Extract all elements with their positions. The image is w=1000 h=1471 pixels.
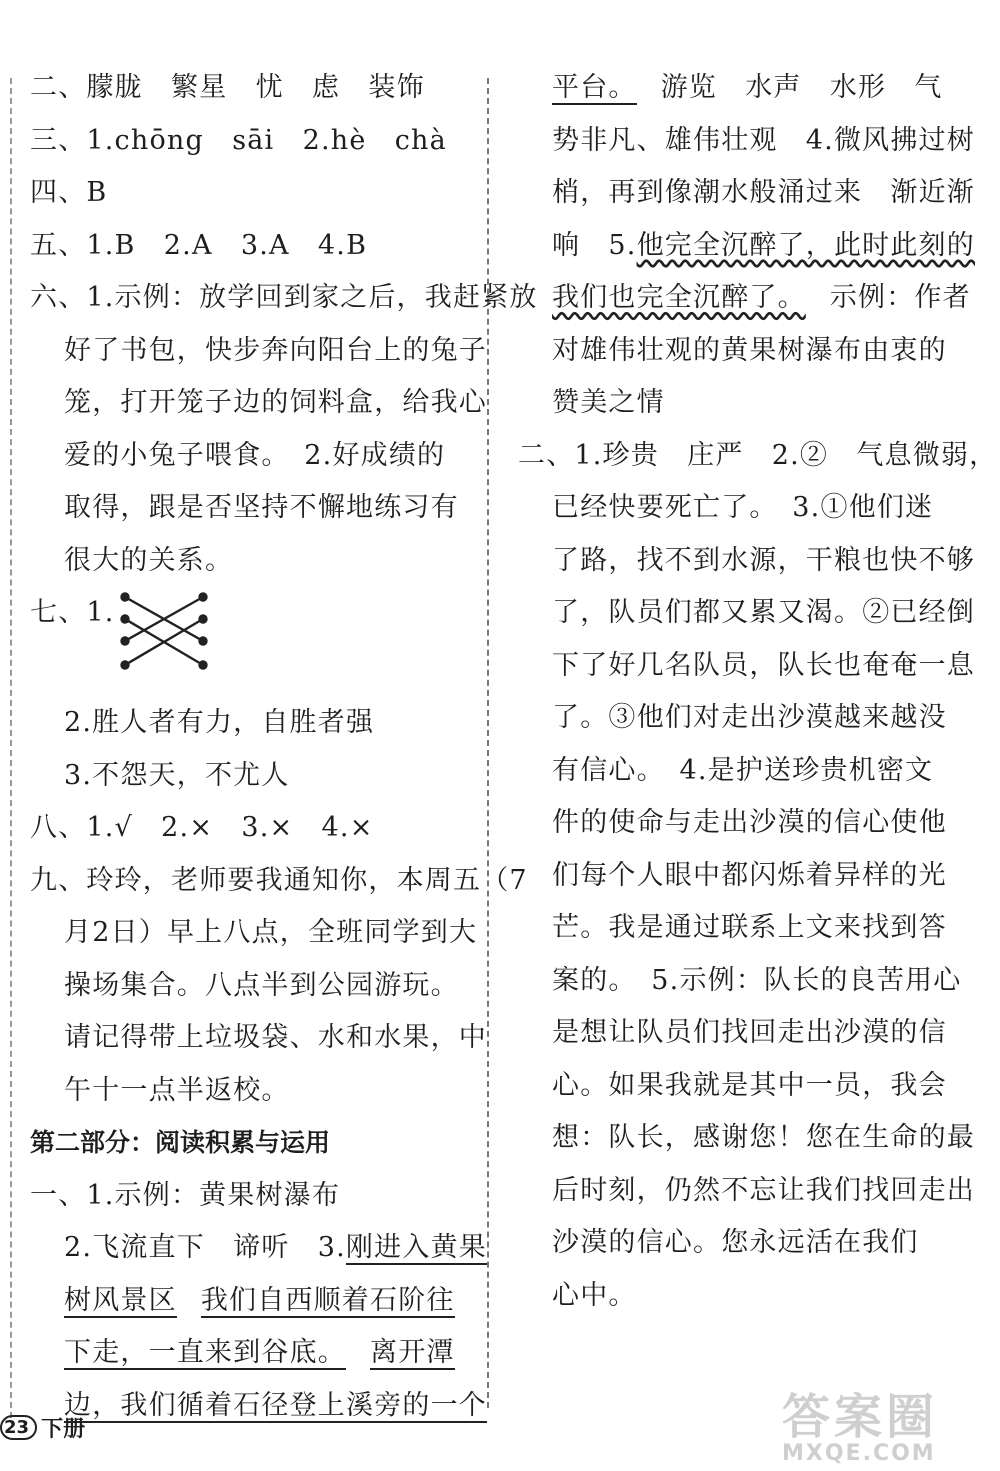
answer-line: 七、1. [30,597,115,628]
answer-line: 案的。 5.示例：队长的良苦用心 [552,964,962,996]
answer-segment: 示例：作者 [829,282,971,313]
answer-line [30,1275,470,1328]
wavy-underlined-phrase: 我们也完全沉醉了。 [552,282,806,313]
answer-line [552,220,975,273]
answer-line: 3.不怨天，不尤人 [64,759,290,791]
watermark-logo [782,1378,992,1466]
answer-line: 笼，打开笼子边的饲料盒，给我心 [64,387,487,418]
underlined-phrase: 平台。 [552,72,637,103]
answer-line: 了路，找不到水源，干粮也快不够 [552,544,975,576]
answer-line: 有信心。 4.是护送珍贵机密文 [552,754,934,786]
answer-line: 二、1.珍贵 庄严 2.② 气息微弱， [518,439,998,471]
answer-line: 们每个人眼中都闪烁着异样的光 [552,859,947,891]
answer-line [552,272,971,325]
answer-line: 梢，再到像潮水般涌过来 渐近渐 [552,177,975,208]
page-number: 23 [0,1415,37,1440]
answer-line: 后时刻，仍然不忘让我们找回走出 [552,1174,975,1206]
answer-line: 了，队员们都又累又渴。②已经倒 [552,597,975,628]
underlined-phrase: 树风景区 [64,1284,177,1316]
answer-line: 二、朦胧 繁星 忧 虑 装饰 [30,72,425,103]
answer-line: 操场集合。八点半到公园游玩。 [64,969,459,1001]
answer-line: 下了好几名队员，队长也奄奄一息 [552,649,975,681]
answer-line: 请记得带上垃圾袋、水和水果，中 [64,1022,487,1053]
volume-label: 下册 [41,1417,86,1442]
answer-line: 2.胜人者有力，自胜者强 [64,707,375,738]
answer-line: 沙漠的信心。您永远活在我们 [552,1227,919,1258]
answer-line: 爱的小兔子喂食。 2.好成绩的 [64,439,446,471]
answer-line: 九、玲玲，老师要我通知你，本周五（7 [30,864,528,896]
answer-line: 三、1.chōng sāi 2.hè chà [30,124,447,156]
answer-line: 午十一点半返校。 [64,1074,290,1106]
underlined-phrase: 离开潭 [370,1337,455,1368]
answer-line: 对雄伟壮观的黄果树瀑布由衷的 [552,334,947,366]
matching-lines-diagram [119,589,211,679]
answer-line: 心。如果我就是其中一员，我会 [552,1069,947,1101]
answer-line: 了。③他们对走出沙漠越来越没 [552,702,947,733]
answer-line [30,1327,470,1380]
answer-line: 是想让队员们找回走出沙漠的信 [552,1017,947,1048]
answer-line: 很大的关系。 [64,544,234,576]
watermark-text: 答案圈 [782,1389,939,1445]
left-column [30,62,538,1432]
answer-line: 一、1.示例：黄果树瀑布 [30,1179,341,1211]
left-margin-line [10,78,12,1418]
answer-line: 八、1.√ 2.× 3.× 4.× [30,812,374,843]
underlined-phrase: 下走，一直来到谷底。 [64,1337,346,1368]
answer-line: 四、B [30,177,108,208]
answer-line: 心中。 [552,1279,637,1311]
answer-line [30,1380,487,1433]
answer-line: 赞美之情 [552,387,665,418]
matching-row [30,587,470,697]
answer-line: 想：队长，感谢您！您在生命的最 [552,1122,975,1153]
answer-line: 好了书包，快步奔向阳台上的兔子 [64,334,487,366]
wavy-underlined-phrase: 他完全沉醉了，此时此刻的 [636,229,975,261]
page-footer [0,1412,85,1443]
answer-segment: 响 5. [552,229,637,261]
right-column [518,62,998,1322]
answer-line: 六、1.示例：放学回到家之后，我赶紧放 [30,282,538,313]
watermark-url: MXQE.COM [782,1441,936,1466]
answer-line: 取得，跟是否坚持不懈地练习有 [64,492,459,523]
answer-line: 芒。我是通过联系上文来找到答 [552,912,947,943]
answer-line: 势非凡、雄伟壮观 4.微风拂过树 [552,124,975,156]
answer-segment: 游览 水声 水形 气 [660,72,943,103]
answer-line: 五、1.B 2.A 3.A 4.B [30,229,368,261]
underlined-phrase: 边，我们循着石径登上溪旁的一个 [64,1389,487,1421]
underlined-phrase: 刚进入黄果 [345,1232,487,1263]
column-divider [487,78,489,1408]
answer-segment: 2.飞流直下 谛听 3. [64,1232,346,1263]
section-title: 第二部分：阅读积累与运用 [30,1128,331,1157]
answer-line: 已经快要死亡了。 3.①他们迷 [552,492,934,523]
answer-line [552,62,957,115]
answer-line [30,1222,487,1275]
answer-line: 件的使命与走出沙漠的信心使他 [552,807,947,838]
underlined-phrase: 我们自西顺着石阶往 [200,1284,455,1316]
answer-line: 月2日）早上八点，全班同学到大 [64,917,478,948]
